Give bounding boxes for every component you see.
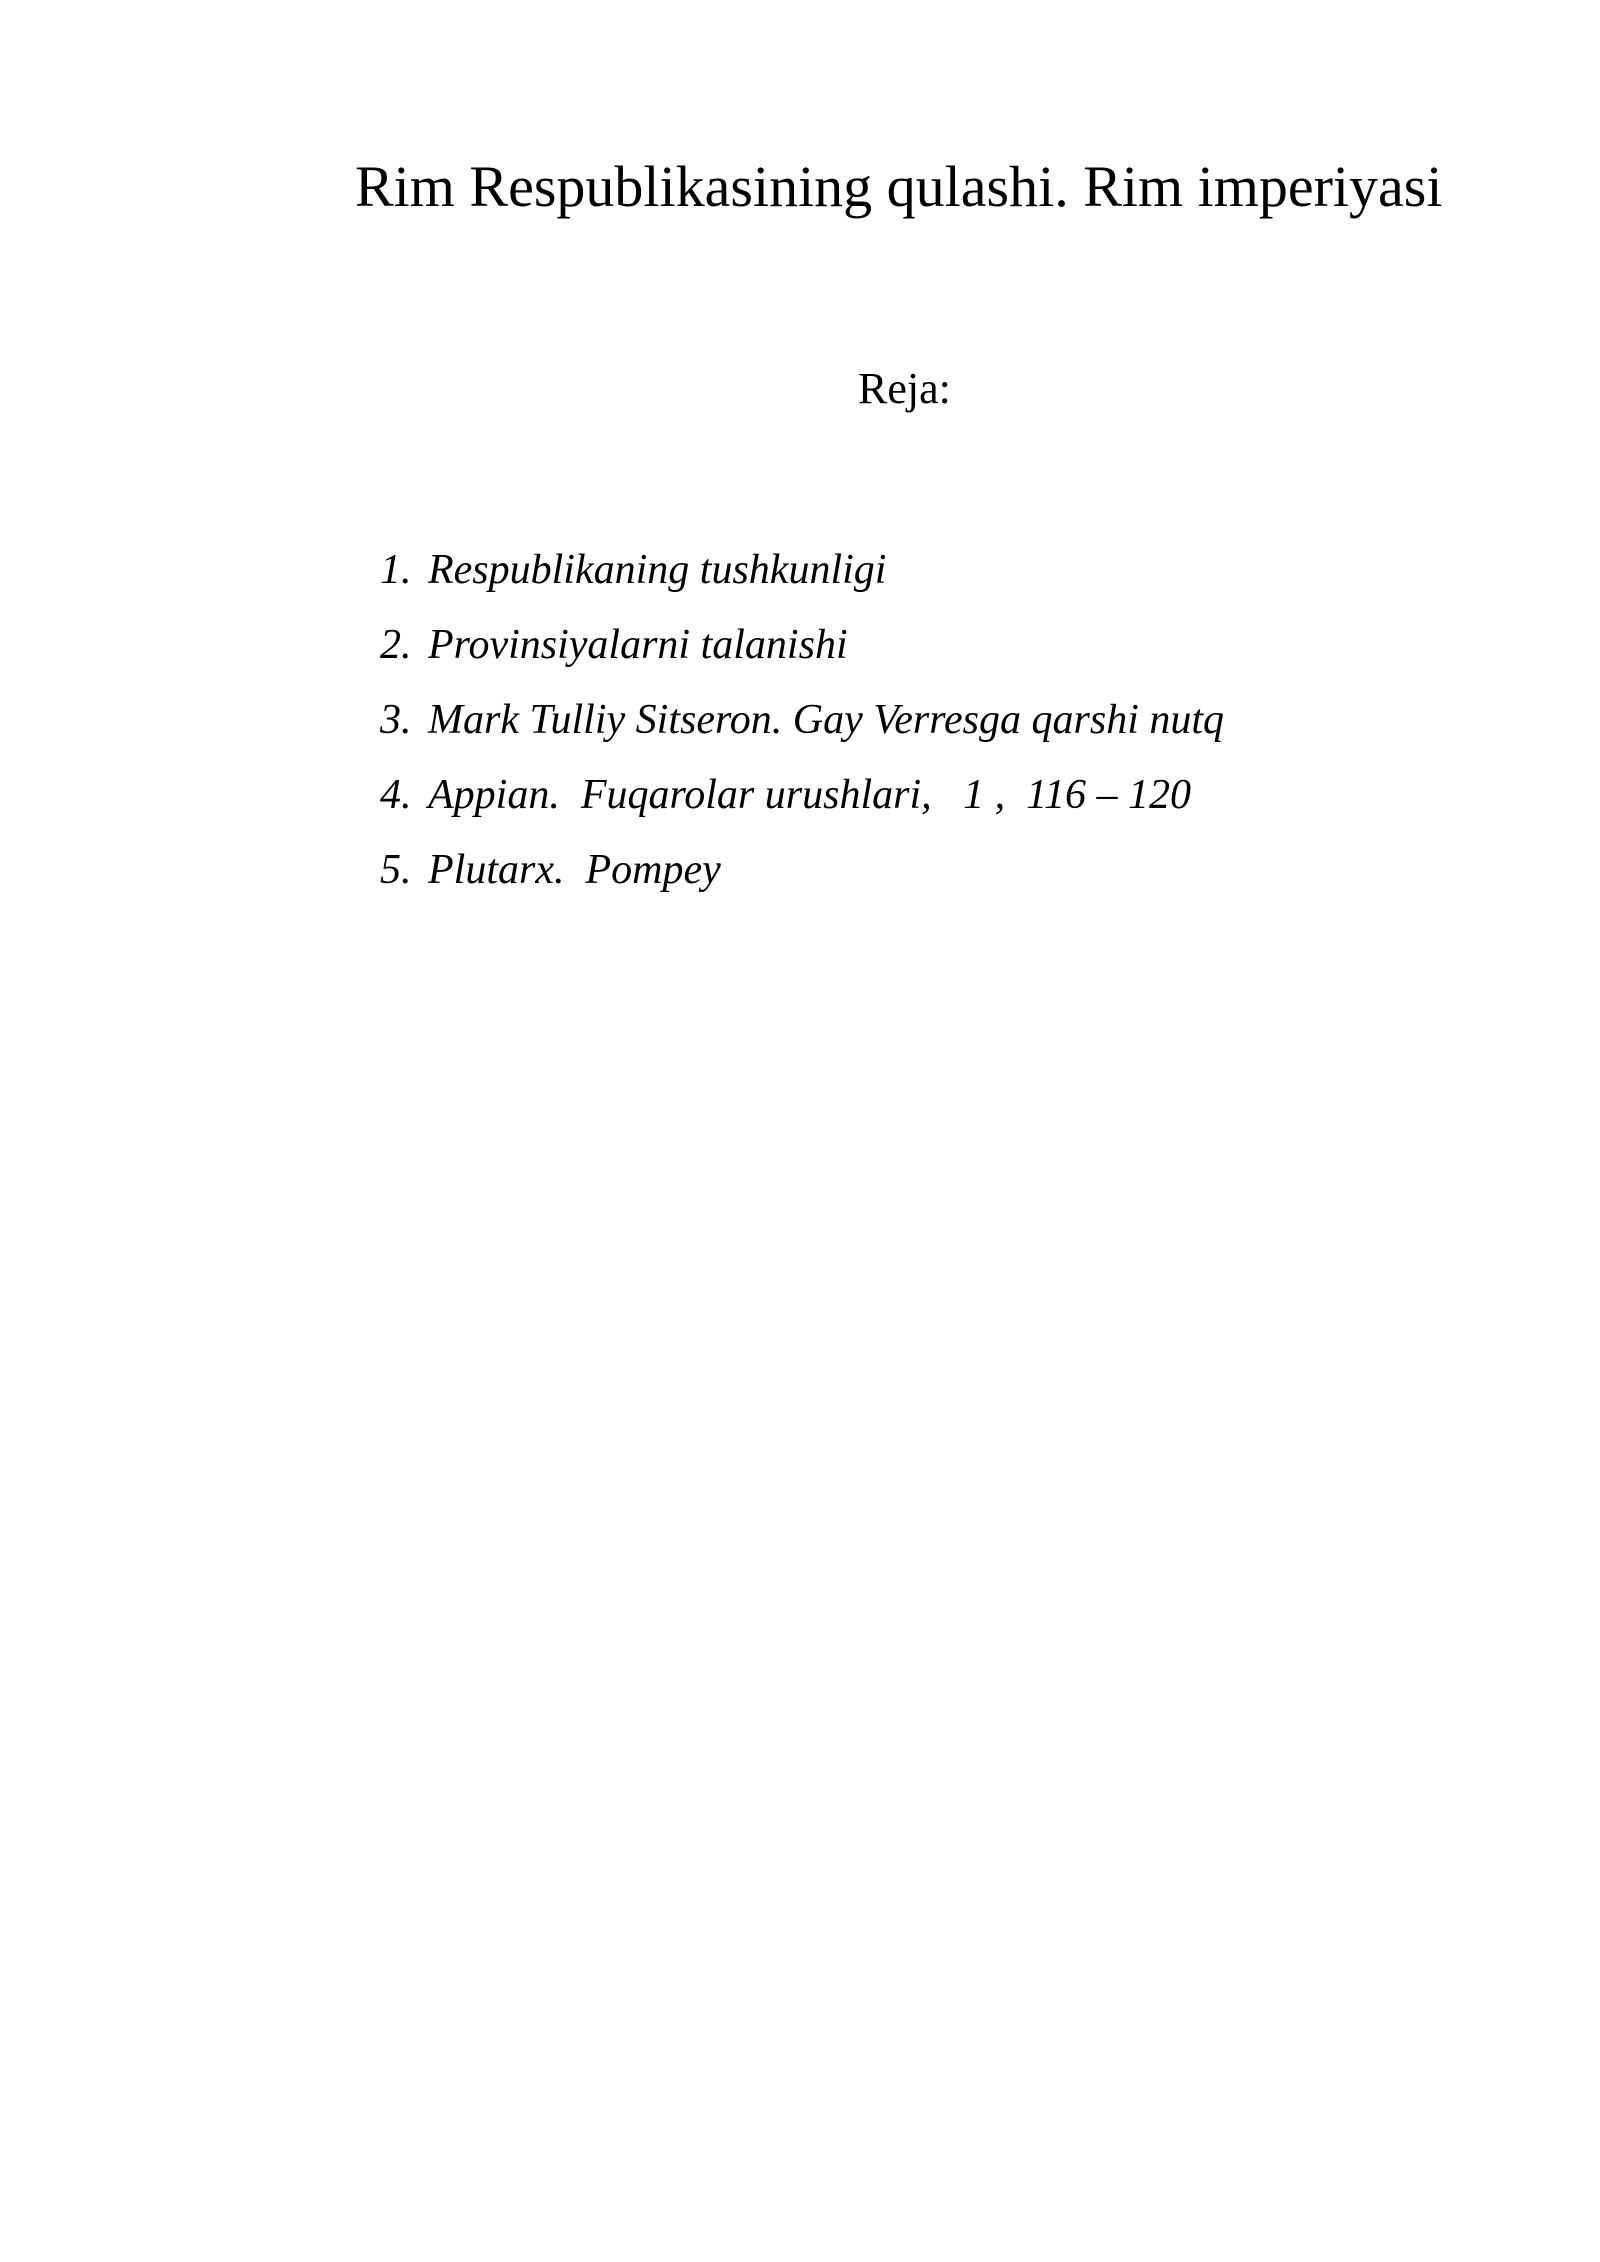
- plan-list: [380, 538, 1224, 913]
- document-title: Rim Respublikasining qulashi. Rim imperiyasi: [355, 154, 1443, 219]
- plan-item-number: 5.: [380, 847, 412, 893]
- plan-item: [380, 613, 1224, 688]
- plan-item: [380, 688, 1224, 763]
- plan-item-text: Respublikaning tushkunligi: [428, 547, 887, 593]
- plan-item: [380, 838, 1224, 913]
- plan-item-number: 2.: [380, 622, 412, 668]
- plan-item-text: Appian. Fuqarolar urushlari, 1 , 116 – 120: [428, 772, 1192, 818]
- plan-item-text: Provinsiyalarni talanishi: [428, 622, 848, 668]
- plan-heading: Reja:: [858, 364, 951, 413]
- plan-item: [380, 538, 1224, 613]
- plan-item-number: 1.: [380, 547, 412, 593]
- plan-item: [380, 763, 1224, 838]
- plan-item-number: 4.: [380, 772, 412, 818]
- plan-item-number: 3.: [380, 697, 412, 743]
- plan-item-text: Mark Tulliy Sitseron. Gay Verresga qarshi nutq: [428, 697, 1225, 743]
- plan-item-text: Plutarx. Pompey: [428, 847, 721, 893]
